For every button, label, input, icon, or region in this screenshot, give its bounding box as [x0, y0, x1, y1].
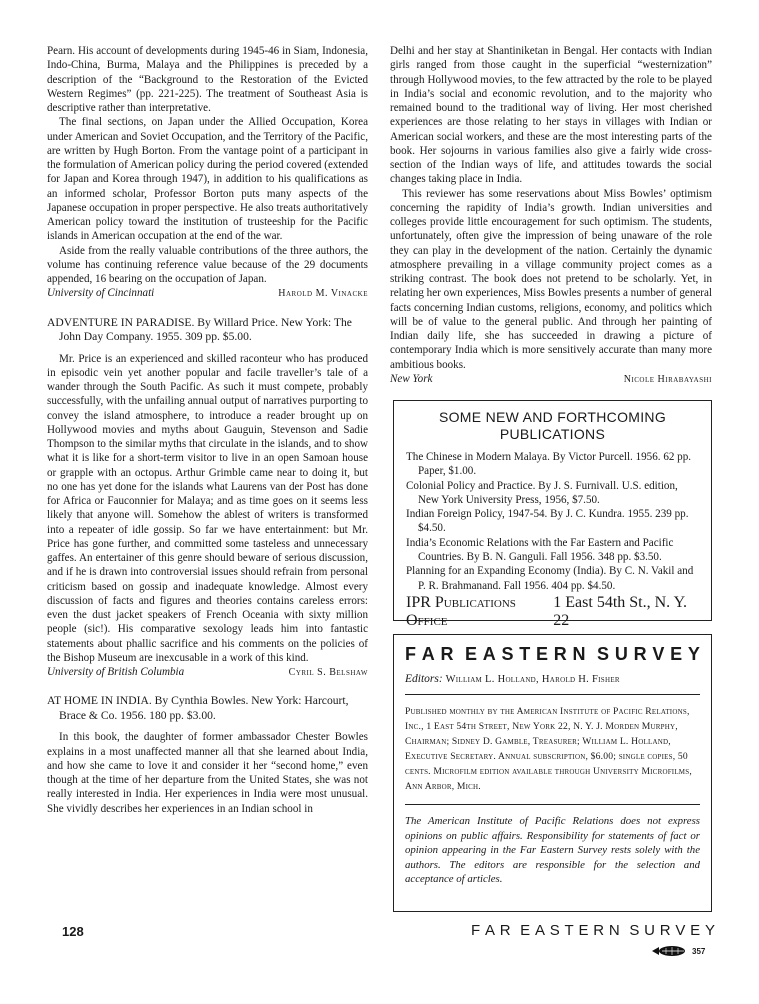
footer-letter: S	[629, 922, 640, 939]
footer-letter: E	[578, 922, 589, 939]
footer-letter: E	[690, 922, 701, 939]
footer-letter: U	[644, 922, 655, 939]
title-letter: T	[519, 644, 531, 664]
publication-item: The Chinese in Modern Malaya. By Victor Purcell. 1956. 62 pp. Paper, $1.00.	[406, 451, 692, 478]
editors-label: Editors:	[405, 673, 443, 685]
publication-item: Colonial Policy and Practice. By J. S. Furnivall. U.S. edition, New York University Press, 1956, $7.50.	[406, 479, 678, 506]
paragraph: Pearn. His account of developments during 1945-46 in Siam, Indonesia, Indo-China, Burma, Malaya and the Philippines is preceded by a description of the “Background to the Restoration of the Evicted Western Regimes” (pp. 221-225). The treatment of Southeast Asia is descriptive rather than interpretative.	[47, 45, 368, 114]
title-letter: A	[421, 644, 435, 664]
review-signature	[47, 286, 368, 301]
publication-item: Indian Foreign Policy, 1947-54. By J. C. Kundra. 1955. 239 pp. $4.50.	[406, 508, 689, 535]
reviewer-affiliation: University of British Columbia	[47, 666, 185, 678]
title-letter: R	[633, 644, 647, 664]
reviewer-affiliation: New York	[390, 372, 433, 385]
footer-letter: T	[564, 922, 574, 939]
page-number: 128	[62, 924, 84, 939]
footer-letter: R	[593, 922, 605, 939]
paragraph: Mr. Price is an experienced and skilled raconteur who has produced in episodic vein yet another popular and facile traveller’s tale of a wander through the South Pacific. As such it must compete, probably successfully, with the unfailing annual output of narratives purporting to convey the island atmosphere, to introduce a reader brought up on Hollywood movies and myths about Gauguin, Stevenson and Sadie Thompson to the similar myths that circulate in the islands, and to show what it is like for a short-term visitor to live in an open Samoan house or grapple with an octopus. Arthur Grimble came near to doing it, but no one has yet done for the islands what Laurens van der Post has done for Africa or Fauconnier for Malaya; and as time goes on it seems less likely that anyone will. Somehow the ablest of writers is transformed into a repeater of idle gossip. So far we have entertainment: but Mr. Price has gone further, and committed some tasteless and unnecessary gaffes. An entertainer of this genre should beware of serious discussion, and if he is drawn into controversial issues should refrain from personal criticism based on gossip and inadequate knowledge. Almost every discussion of facts and figures and theories contains careless errors: even the dust jacket speakers of French Oceania with sixty million people (sic!). His comparative sexology leads him into fantastic statements about phallic sacrifice and his comments on the policies of the Bishop Museum are inexcusable in a work of this kind.	[47, 352, 368, 664]
title-letter: F	[405, 644, 416, 664]
journal-masthead-box	[393, 634, 712, 912]
reviewer-name: Nicole Hirabayashi	[623, 373, 712, 385]
reviewer-affiliation: University of Cincinnati	[47, 287, 155, 300]
footer-letter: E	[520, 922, 531, 939]
footer-letter: R	[499, 922, 511, 939]
footer-letter: R	[659, 922, 671, 939]
footer-letter: S	[549, 922, 560, 939]
title-letter: E	[536, 644, 549, 664]
footer-letter: F	[471, 922, 481, 939]
publications-office: IPR Publications Office	[406, 593, 516, 629]
publications-box-title: SOME NEW AND FORTHCOMING PUBLICATIONS	[438, 409, 667, 442]
title-letter: R	[440, 644, 454, 664]
title-letter: R	[553, 644, 567, 664]
divider	[405, 694, 700, 695]
title-letter: S	[597, 644, 610, 664]
publications-office-line	[406, 594, 699, 630]
review-heading: ADVENTURE IN PARADISE. By Willard Price. New York: The John Day Company. 1955. 309 pp. $5.00.	[47, 315, 352, 343]
editors-line	[405, 673, 700, 685]
paragraph: This reviewer has some reservations about Miss Bowles’ optimism concerning the rapidity of India’s growth. Indian universities and colleges provide little encouragement for such optimism. The students, unfortunately, often give the impression of being unaware of the role they can play in the development of the nation. Certainly the dynamic atmosphere prevailing in a village community project comes as a striking contrast. The book does not pretend to be scholarly. Yet, in relating her own experiences, Miss Bowles presents a number of general facts concerning Indian customs, religions, economy, and politics which will be of value to the general public. And through her painting of Indian daily life, she has succeeded in drawing a picture of contemporary India which is more sensitively accurate than many more ambitious books.	[390, 187, 712, 371]
footer-letter: N	[608, 922, 620, 939]
publications-address: 1 East 54th St., N. Y. 22	[553, 593, 688, 629]
paragraph: The final sections, on Japan under the Allied Occupation, Korea under American and Soviet Occupation, and the Territory of the Pacific, are written by Hugh Borton. From the vantage point of a participant in the formulation of American policy during the period covered (extended for Japan and Korea through 1947), in addition to his qualifications as an informed scholar, Professor Borton puts many aspects of the Japanese occupation in proper perspective. He also treats authoritatively American policy toward the institution of trusteeship for the Pacific islands in American occupation at the end of the war.	[47, 116, 368, 243]
title-letter: N	[572, 644, 586, 664]
paragraph: Aside from the really valuable contributions of the three authors, the volume has continuing reference value because of the 29 documents appended, 16 bearing on the occupation of Japan.	[47, 244, 368, 285]
title-letter: E	[465, 644, 478, 664]
fish-emblem-icon	[650, 945, 690, 957]
paragraph: Delhi and her stay at Shantiniketan in Bengal. Her contacts with Indian girls ranged from those caught in the superficial “westernization” through Hollywood movies, to the few attracted by the role to be played in India’s social and economic revolution, and to the majority who remained bound to the traditional way of living. Her most cherished experiences are those relating to her stays in villages with Indian or American social workers, and these are the most interesting parts of the book. Her sojourns in various families also give a fairly wide cross-section of the Indian ways of life, and attitudes towards the social changes taking place in India.	[390, 45, 712, 186]
footer-letter: A	[534, 922, 545, 939]
footer-letter: Y	[704, 922, 715, 939]
footer-letter: A	[484, 922, 495, 939]
right-column	[390, 44, 712, 387]
disclaimer: The American Institute of Pacific Relations does not express opinions on public affairs. Responsibility for statements of fact or opinion appearing in the Far Eastern Survey rests solely with the authors. The editors are responsible for the selection and acceptance of articles.	[405, 815, 700, 885]
review-signature	[47, 665, 368, 680]
title-letter: U	[614, 644, 628, 664]
title-letter: E	[670, 644, 683, 664]
editors-names: William L. Holland, Harold H. Fisher	[445, 674, 620, 685]
paragraph: In this book, the daughter of former ambassador Chester Bowles explains in a most unaffected manner all that she learned about India, and how she came to love it and consider it her “second home,” even though at the time of her departure from the United States, she was not really interested in India. Her experiences in India were most unusual. She vividly describes her experiences in an Indian school in	[47, 731, 368, 815]
title-letter: A	[482, 644, 496, 664]
title-letter: S	[501, 644, 514, 664]
footer-journal-title	[471, 922, 715, 939]
divider	[405, 804, 700, 805]
left-column	[47, 44, 368, 816]
publication-info: Published monthly by the American Institute of Pacific Relations, Inc., 1 East 54th Street, New York 22, N. Y. J. Morden Murphy, Chairman; Sidney D. Gamble, Treasurer; William L. Holland, Executive Secretary. Annual subscription, $6.00; single copies, 50 cents. Microfilm edition available through University Microfilms, Ann Arbor, Mich.	[405, 706, 692, 792]
review-heading: AT HOME IN INDIA. By Cynthia Bowles. New York: Harcourt, Brace & Co. 1956. 180 pp. $3.00.	[47, 694, 349, 722]
footer-letter: V	[675, 922, 686, 939]
stamp-number: 357	[692, 946, 706, 956]
title-letter: V	[652, 644, 665, 664]
publications-box	[393, 400, 712, 629]
title-letter: Y	[687, 644, 700, 664]
reviewer-name: Harold M. Vinacke	[278, 288, 368, 300]
journal-title	[405, 644, 700, 665]
reviewer-name: Cyril S. Belshaw	[288, 667, 368, 678]
publication-item: Planning for an Expanding Economy (India). By C. N. Vakil and P. R. Brahmanand. Fall 1956. 404 pp. $4.50.	[406, 565, 694, 592]
archive-stamp	[650, 944, 712, 958]
review-signature	[390, 372, 712, 387]
publication-item: India’s Economic Relations with the Far Eastern and Pacific Countries. By B. N. Ganguli. Fall 1956. 348 pp. $3.50.	[406, 536, 674, 564]
